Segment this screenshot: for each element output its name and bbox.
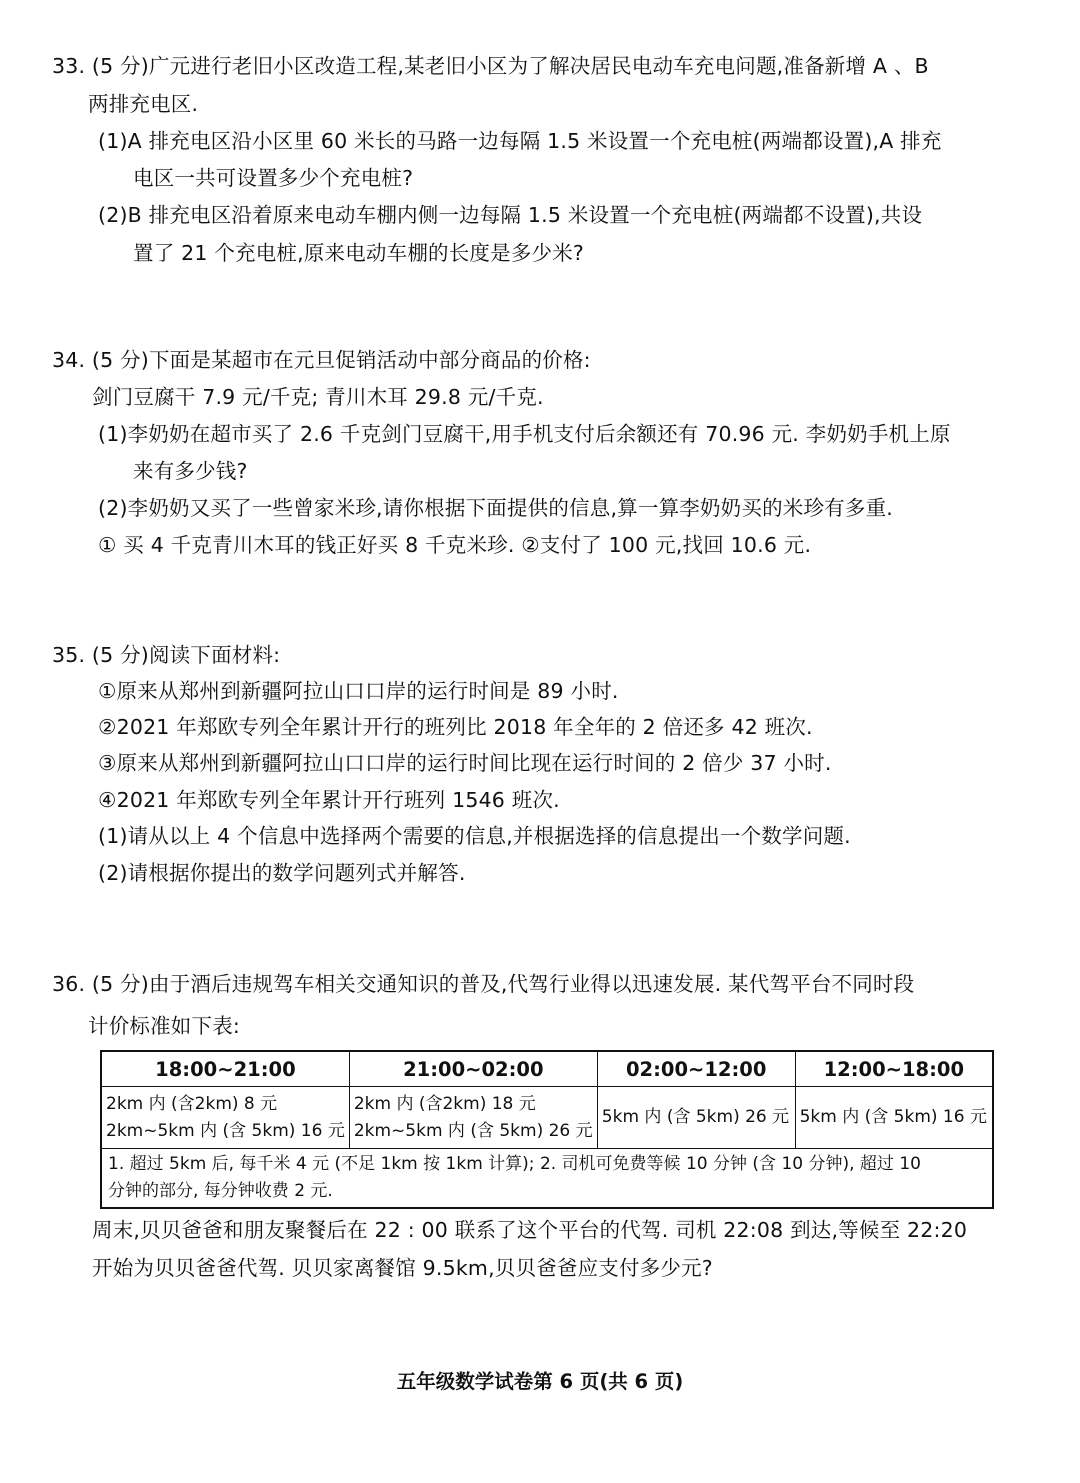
pricing-note-line2: 分钟的部分, 每分钟收费 2 元. — [108, 1181, 333, 1201]
pricing-table-note-row — [101, 1149, 993, 1209]
pricing-note-line1: 1. 超过 5km 后, 每千米 4 元 (不足 1km 按 1km 计算); 2. 司机可免费等候 10 分钟 (含 10 分钟), 超过 10 — [108, 1154, 921, 1174]
time-slot-header: 21:00~02:00 — [349, 1051, 597, 1087]
q33-heading-line1: 33. (5 分)广元进行老旧小区改造工程,某老旧小区为了解决居民电动车充电问题,准备新增 A 、B — [52, 54, 929, 78]
rate-line: 2km~5km 内 (含 5km) 26 元 — [353, 1120, 593, 1141]
time-slot-header: 18:00~21:00 — [101, 1051, 349, 1087]
q35-part2: (2)请根据你提出的数学问题列式并解答. — [98, 861, 466, 885]
pricing-table — [100, 1050, 994, 1209]
q35-info-2: ②2021 年郑欧专列全年累计开行的班列比 2018 年全年的 2 倍还多 42 班次. — [98, 715, 813, 739]
rate-line: 2km~5km 内 (含 5km) 16 元 — [106, 1120, 345, 1141]
pricing-table-header-row — [101, 1051, 993, 1087]
q33-heading-line2: 两排充电区. — [88, 92, 199, 116]
q35-info-3: ③原来从郑州到新疆阿拉山口口岸的运行时间比现在运行时间的 2 倍少 37 小时. — [98, 751, 832, 775]
q34-prices: 剑门豆腐干 7.9 元/千克; 青川木耳 29.8 元/千克. — [92, 385, 544, 409]
q34-part1-line1: (1)李奶奶在超市买了 2.6 千克剑门豆腐干,用手机支付后余额还有 70.96 元. 李奶奶手机上原 — [98, 422, 951, 446]
q34-part2-line1: (2)李奶奶又买了一些曾家米珍,请你根据下面提供的信息,算一算李奶奶买的米珍有多重. — [98, 496, 893, 520]
q35-heading: 35. (5 分)阅读下面材料: — [52, 643, 281, 667]
page-footer: 五年级数学试卷第 6 页(共 6 页) — [396, 1370, 684, 1393]
q33-part2-line1: (2)B 排充电区沿着原来电动车棚内侧一边每隔 1.5 米设置一个充电桩(两端都不设置),共设 — [98, 203, 923, 227]
rate-line: 5km 内 (含 5km) 26 元 — [601, 1107, 790, 1127]
q34-part1-line2: 来有多少钱? — [133, 459, 248, 483]
q35-part1: (1)请从以上 4 个信息中选择两个需要的信息,并根据选择的信息提出一个数学问题. — [98, 824, 851, 848]
q36-scenario-line1: 周末,贝贝爸爸和朋友聚餐后在 22 : 00 联系了这个平台的代驾. 司机 22:08 到达,等候至 22:20 — [92, 1218, 968, 1242]
time-slot-header: 12:00~18:00 — [795, 1051, 993, 1087]
rate-cell — [795, 1087, 993, 1149]
q35-info-4: ④2021 年郑欧专列全年累计开行班列 1546 班次. — [98, 788, 560, 812]
q36-heading-line1: 36. (5 分)由于酒后违规驾车相关交通知识的普及,代驾行业得以迅速发展. 某代驾平台不同时段 — [52, 972, 915, 996]
rate-cell — [597, 1087, 795, 1149]
q33-part1-line1: (1)A 排充电区沿小区里 60 米长的马路一边每隔 1.5 米设置一个充电桩(两端都设置),A 排充 — [98, 129, 942, 153]
q34-part2-line2: ① 买 4 千克青川木耳的钱正好买 8 千克米珍. ②支付了 100 元,找回 10.6 元. — [98, 533, 812, 557]
q36-scenario-line2: 开始为贝贝爸爸代驾. 贝贝家离餐馆 9.5km,贝贝爸爸应支付多少元? — [92, 1256, 713, 1280]
q33-part2-line2: 置了 21 个充电桩,原来电动车棚的长度是多少米? — [133, 241, 585, 265]
rate-cell — [101, 1087, 349, 1149]
q33-part1-line2: 电区一共可设置多少个充电桩? — [133, 166, 414, 190]
rate-line: 2km 内 (含2km) 8 元 — [106, 1093, 278, 1114]
pricing-table-rate-row — [101, 1087, 993, 1149]
rate-cell — [349, 1087, 597, 1149]
q36-heading-line2: 计价标准如下表: — [88, 1014, 241, 1038]
rate-line: 5km 内 (含 5km) 16 元 — [799, 1107, 987, 1127]
rate-line: 2km 内 (含2km) 18 元 — [353, 1093, 536, 1114]
q34-heading: 34. (5 分)下面是某超市在元旦促销活动中部分商品的价格: — [52, 348, 591, 372]
q35-info-1: ①原来从郑州到新疆阿拉山口口岸的运行时间是 89 小时. — [98, 679, 619, 703]
pricing-note — [101, 1149, 993, 1209]
time-slot-header: 02:00~12:00 — [597, 1051, 795, 1087]
